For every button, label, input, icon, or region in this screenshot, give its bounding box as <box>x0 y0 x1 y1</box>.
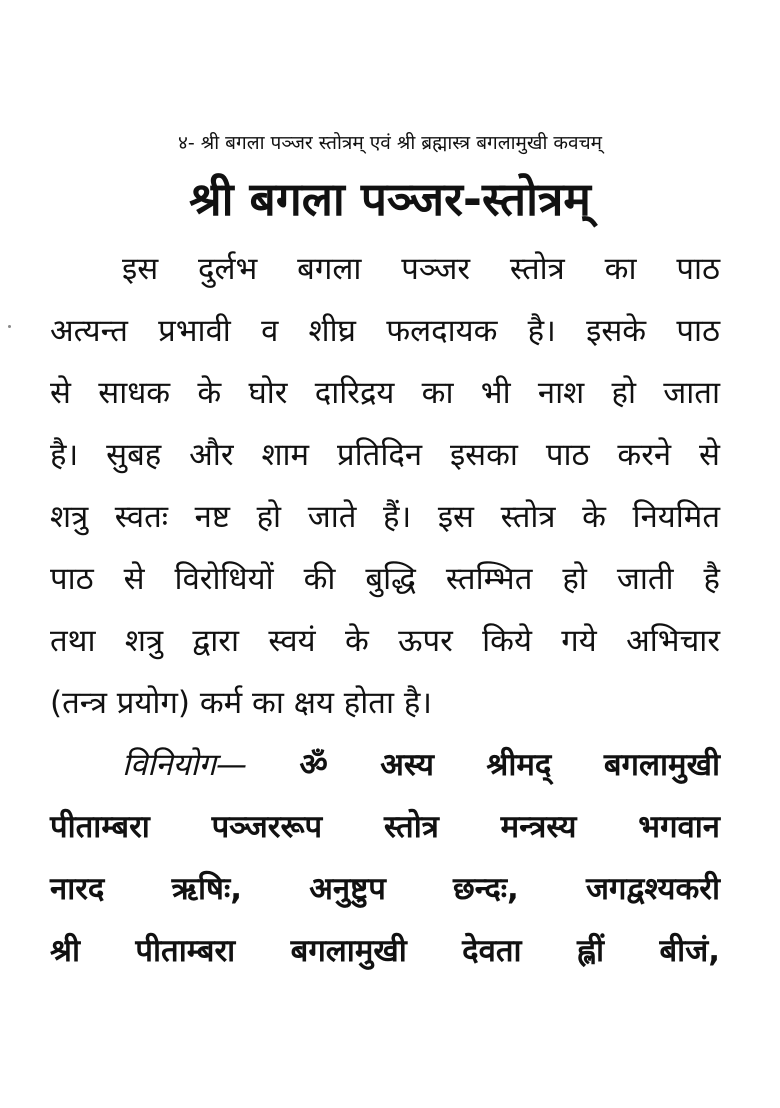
margin-speck <box>8 325 11 328</box>
intro-line-7: तथा शत्रु द्वारा स्वयं के ऊपर किये गये अभिचार <box>50 623 720 659</box>
viniyog-line-4: श्री पीताम्बरा बगलामुखी देवता ह्लीं बीजं, <box>50 933 720 969</box>
intro-paragraph <box>50 238 720 734</box>
viniyog-line-2: पीताम्बरा पञ्जररूप स्तोत्र मन्त्रस्य भगवान <box>50 809 720 845</box>
intro-line-6: पाठ से विरोधियों की बुद्धि स्तम्भित हो जाती है <box>50 561 720 597</box>
intro-line-4: है। सुबह और शाम प्रतिदिन इसका पाठ करने से <box>50 437 720 473</box>
viniyog-line-3: नारद ऋषिः, अनुष्टुप छन्दः, जगद्वश्यकरी <box>50 871 720 907</box>
viniyog-label: विनियोग— <box>122 747 247 783</box>
intro-line-8: (तन्त्र प्रयोग) कर्म का क्षय होता है। <box>50 685 433 721</box>
viniyog-paragraph <box>50 734 720 982</box>
running-header: ४- श्री बगला पञ्जर स्तोत्रम् एवं श्री ब्रह्मास्त्र बगलामुखी कवचम् <box>177 132 603 154</box>
viniyog-line-1 <box>50 734 720 796</box>
intro-line-3: से साधक के घोर दारिद्रय का भी नाश हो जाता <box>50 375 720 411</box>
page-title: श्री बगला पञ्जर-स्तोत्रम् <box>189 172 591 226</box>
intro-line-2: अत्यन्त प्रभावी व शीघ्र फलदायक है। इसके पाठ <box>50 313 720 349</box>
intro-line-5: शत्रु स्वतः नष्ट हो जाते हैं। इस स्तोत्र के नियमित <box>50 499 720 535</box>
intro-line-1: इस दुर्लभ बगला पञ्जर स्तोत्र का पाठ <box>122 251 720 287</box>
viniyog-line-1-text: ॐ अस्य श्रीमद् बगलामुखी <box>246 747 720 783</box>
